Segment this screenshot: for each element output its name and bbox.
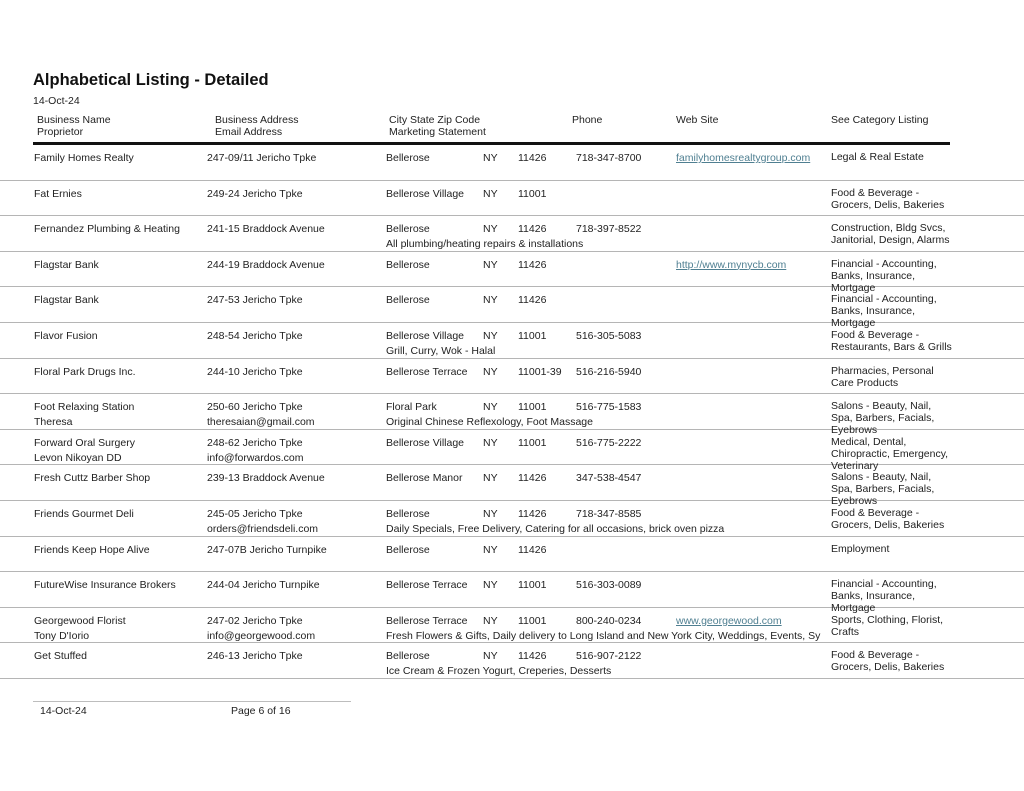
city: Bellerose: [386, 543, 430, 556]
category: Sports, Clothing, Florist, Crafts: [831, 613, 944, 638]
business-name: Foot Relaxing Station: [34, 401, 135, 414]
state: NY: [483, 152, 498, 164]
business-name: Friends Gourmet Deli: [34, 507, 134, 520]
business-address: 247-07B Jericho Turnpike: [207, 543, 327, 556]
zip-code: 11426: [518, 258, 547, 271]
city: Bellerose Village: [386, 436, 465, 449]
state: NY: [483, 507, 498, 520]
table-row: [0, 287, 1024, 330]
footer-date: 14-Oct-24: [40, 705, 87, 717]
zip-code: 11001: [518, 329, 547, 342]
header-web-site: [676, 114, 718, 126]
category: Construction, Bldg Svcs, Janitorial, Design, Alarms: [831, 222, 950, 247]
listing-table: [0, 145, 1024, 679]
phone: 800-240-0234: [576, 614, 642, 627]
zip-code: 11001: [518, 401, 547, 414]
zip-code: 11426: [518, 507, 547, 520]
state: NY: [483, 614, 498, 627]
phone: 718-347-8700: [576, 152, 642, 164]
city: Bellerose: [386, 294, 430, 307]
header-category-label: See Category Listing: [831, 114, 929, 126]
category: Food & Beverage - Grocers, Delis, Bakeries: [831, 649, 945, 674]
city: Bellerose Terrace: [386, 579, 468, 592]
web-site-link[interactable]: http://www.mynycb.com: [676, 258, 787, 271]
state: NY: [483, 223, 498, 236]
web-site-link[interactable]: www.georgewood.com: [676, 614, 782, 627]
business-name: Floral Park Drugs Inc.: [34, 365, 136, 378]
business-name: FutureWise Insurance Brokers: [34, 579, 176, 592]
business-address: 244-10 Jericho Tpke: [207, 365, 303, 378]
business-address: 241-15 Braddock Avenue: [207, 223, 325, 236]
zip-code: 11001: [518, 614, 547, 627]
proprietor: Tony D'Iorio: [34, 629, 90, 642]
table-row: [0, 252, 1024, 294]
business-address: 249-24 Jericho Tpke: [207, 187, 303, 200]
city: Bellerose: [386, 650, 430, 663]
city: Bellerose: [386, 152, 430, 164]
header-phone: [572, 114, 602, 126]
proprietor: Theresa: [34, 416, 73, 429]
table-row: [0, 537, 1024, 573]
marketing-statement: Daily Specials, Free Delivery, Catering for all occasions, brick oven pizza: [386, 522, 725, 535]
category: Medical, Dental, Chiropractic, Emergency, Veterinary: [831, 435, 949, 472]
email-address: theresaian@gmail.com: [207, 416, 315, 429]
zip-code: 11001: [518, 436, 547, 449]
phone: 516-907-2122: [576, 650, 642, 663]
header-category: [831, 114, 928, 126]
state: NY: [483, 650, 498, 663]
business-address: 247-09/11 Jericho Tpke: [207, 152, 317, 164]
table-row: [0, 430, 1024, 472]
table-row: [0, 359, 1024, 395]
table-row: [0, 465, 1024, 508]
category: Food & Beverage - Restaurants, Bars & Grills: [831, 328, 952, 353]
category: Pharmacies, Personal Care Products: [831, 364, 934, 389]
state: NY: [483, 579, 498, 592]
header-web-label: Web Site: [676, 114, 719, 126]
state: NY: [483, 543, 498, 556]
business-address: 250-60 Jericho Tpke: [207, 401, 303, 414]
category: Employment: [831, 542, 890, 555]
state: NY: [483, 472, 498, 485]
business-name: Fat Ernies: [34, 187, 82, 200]
state: NY: [483, 365, 498, 378]
category: Salons - Beauty, Nail, Spa, Barbers, Facials, Eyebrows: [831, 471, 935, 508]
table-row: [0, 216, 1024, 252]
table-row: [0, 323, 1024, 359]
business-name: Flagstar Bank: [34, 258, 99, 271]
header-city-state-zip: [389, 114, 486, 138]
phone: 718-397-8522: [576, 223, 642, 236]
business-name: Family Homes Realty: [34, 152, 134, 164]
business-name: Friends Keep Hope Alive: [34, 543, 150, 556]
header-address-label: Business Address: [215, 114, 299, 126]
zip-code: 11426: [518, 223, 547, 236]
category: Legal & Real Estate: [831, 151, 924, 163]
phone: 516-305-5083: [576, 329, 642, 342]
marketing-statement: Original Chinese Reflexology, Foot Massage: [386, 416, 593, 429]
business-name: Fernandez Plumbing & Heating: [34, 223, 180, 236]
business-name: Flavor Fusion: [34, 329, 98, 342]
table-row: [0, 501, 1024, 537]
city: Bellerose: [386, 223, 430, 236]
zip-code: 11001: [518, 187, 547, 200]
email-address: info@forwardos.com: [207, 451, 304, 464]
business-address: 244-04 Jericho Turnpike: [207, 579, 320, 592]
zip-code: 11426: [518, 650, 547, 663]
business-name: Georgewood Florist: [34, 614, 126, 627]
table-row: [0, 145, 1024, 181]
category: Financial - Accounting, Banks, Insurance, Mortgage: [831, 293, 937, 330]
business-address: 247-53 Jericho Tpke: [207, 294, 303, 307]
business-address: 248-62 Jericho Tpke: [207, 436, 303, 449]
web-site-link[interactable]: familyhomesrealtygroup.com: [676, 152, 811, 164]
zip-code: 11001: [518, 579, 547, 592]
zip-code: 11001-39: [518, 365, 562, 378]
city: Bellerose Village: [386, 329, 465, 342]
proprietor: Levon Nikoyan DD: [34, 451, 122, 464]
business-name: Flagstar Bank: [34, 294, 99, 307]
city: Floral Park: [386, 401, 437, 414]
footer-page-number: Page 6 of 16: [231, 705, 291, 717]
phone: 347-538-4547: [576, 472, 642, 485]
header-business-name: [37, 114, 111, 138]
category: Financial - Accounting, Banks, Insurance, Mortgage: [831, 578, 937, 615]
business-address: 245-05 Jericho Tpke: [207, 507, 303, 520]
report-title: Alphabetical Listing - Detailed: [33, 71, 269, 89]
business-address: 244-19 Braddock Avenue: [207, 258, 325, 271]
category: Financial - Accounting, Banks, Insurance, Mortgage: [831, 257, 937, 294]
table-row: [0, 572, 1024, 615]
header-email-label: Email Address: [215, 126, 283, 138]
state: NY: [483, 329, 498, 342]
business-address: 247-02 Jericho Tpke: [207, 614, 303, 627]
business-name: Fresh Cuttz Barber Shop: [34, 472, 151, 485]
report-date: 14-Oct-24: [33, 95, 80, 107]
business-name: Forward Oral Surgery: [34, 436, 135, 449]
email-address: info@georgewood.com: [207, 629, 316, 642]
marketing-statement: Fresh Flowers & Gifts, Daily delivery to Long Island and New York City, Weddings, Events, Sy: [386, 629, 821, 642]
state: NY: [483, 258, 498, 271]
city: Bellerose: [386, 258, 430, 271]
city: Bellerose Terrace: [386, 614, 468, 627]
phone: 516-216-5940: [576, 365, 642, 378]
header-business-name-label: Business Name: [37, 114, 111, 126]
header-phone-label: Phone: [572, 114, 603, 126]
table-row: [0, 181, 1024, 217]
zip-code: 11426: [518, 543, 547, 556]
category: Food & Beverage - Grocers, Delis, Bakeries: [831, 186, 945, 211]
state: NY: [483, 436, 498, 449]
marketing-statement: All plumbing/heating repairs & installations: [386, 238, 584, 251]
city: Bellerose Village: [386, 187, 465, 200]
zip-code: 11426: [518, 294, 547, 307]
marketing-statement: Ice Cream & Frozen Yogurt, Creperies, Desserts: [386, 665, 612, 678]
header-marketing-label: Marketing Statement: [389, 126, 486, 138]
marketing-statement: Grill, Curry, Wok - Halal: [386, 344, 496, 357]
header-proprietor-label: Proprietor: [37, 126, 84, 138]
business-address: 239-13 Braddock Avenue: [207, 472, 325, 485]
table-row: [0, 394, 1024, 437]
table-row: [0, 608, 1024, 644]
zip-code: 11426: [518, 152, 547, 164]
business-name: Get Stuffed: [34, 650, 87, 663]
phone: 516-303-0089: [576, 579, 642, 592]
city: Bellerose Manor: [386, 472, 463, 485]
zip-code: 11426: [518, 472, 547, 485]
table-row: [0, 643, 1024, 679]
state: NY: [483, 294, 498, 307]
state: NY: [483, 187, 498, 200]
category: Food & Beverage - Grocers, Delis, Bakeries: [831, 506, 945, 531]
city: Bellerose Terrace: [386, 365, 468, 378]
email-address: orders@friendsdeli.com: [207, 522, 319, 535]
business-address: 246-13 Jericho Tpke: [207, 650, 303, 663]
city: Bellerose: [386, 507, 430, 520]
phone: 718-347-8585: [576, 507, 642, 520]
phone: 516-775-2222: [576, 436, 642, 449]
header-business-address: [215, 114, 298, 138]
footer-rule: [33, 701, 351, 702]
state: NY: [483, 401, 498, 414]
business-address: 248-54 Jericho Tpke: [207, 329, 303, 342]
header-city-label: City State Zip Code: [389, 114, 481, 126]
category: Salons - Beauty, Nail, Spa, Barbers, Facials, Eyebrows: [831, 400, 935, 437]
phone: 516-775-1583: [576, 401, 642, 414]
